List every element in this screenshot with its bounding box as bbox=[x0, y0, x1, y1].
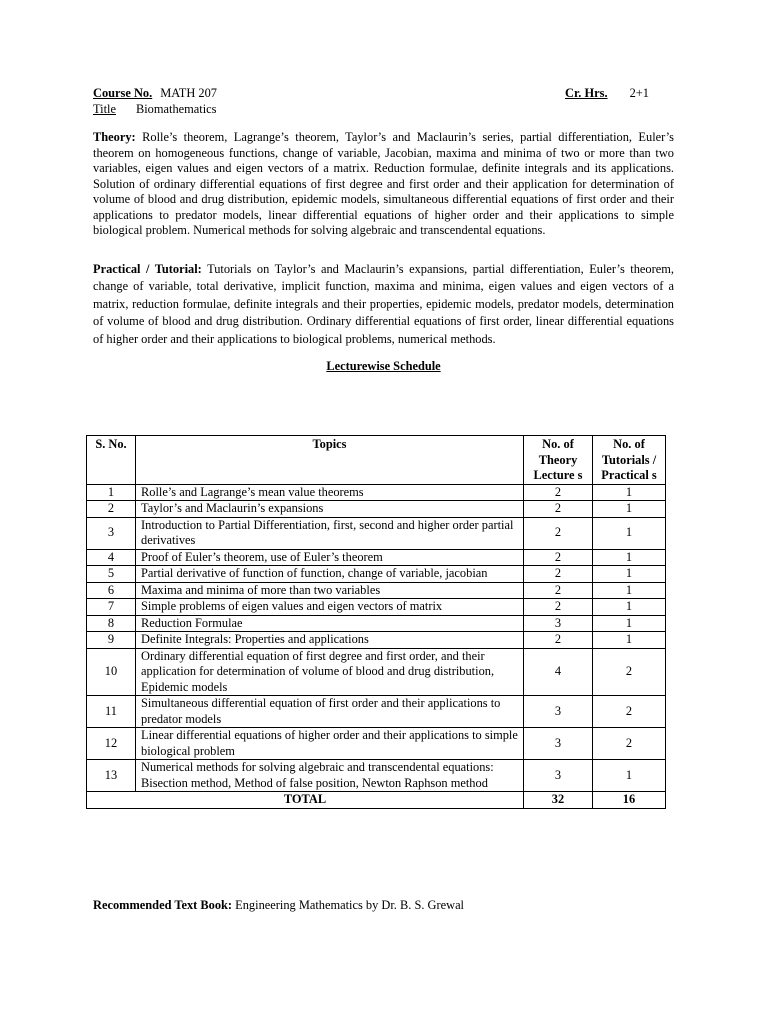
row-topic: Ordinary differential equation of first degree and first order, and their application for determination of volume of blood and drug distribution, Epidemic models bbox=[136, 648, 524, 696]
table-row bbox=[87, 728, 666, 760]
table-row bbox=[87, 760, 666, 792]
table-row bbox=[87, 696, 666, 728]
row-topic: Reduction Formulae bbox=[136, 615, 524, 632]
row-tutorials: 2 bbox=[593, 728, 666, 760]
course-row bbox=[93, 86, 674, 102]
row-topic: Maxima and minima of more than two variables bbox=[136, 582, 524, 599]
row-theory-lectures: 2 bbox=[524, 501, 593, 518]
row-topic: Definite Integrals: Properties and applications bbox=[136, 632, 524, 649]
row-sno: 5 bbox=[87, 566, 136, 583]
row-tutorials: 1 bbox=[593, 582, 666, 599]
row-sno: 13 bbox=[87, 760, 136, 792]
row-tutorials: 1 bbox=[593, 484, 666, 501]
table-row bbox=[87, 501, 666, 518]
row-tutorials: 1 bbox=[593, 760, 666, 792]
table-row bbox=[87, 632, 666, 649]
row-topic: Linear differential equations of higher order and their applications to simple biological problem bbox=[136, 728, 524, 760]
table-row bbox=[87, 615, 666, 632]
practical-paragraph bbox=[93, 261, 674, 349]
row-tutorials: 1 bbox=[593, 615, 666, 632]
row-tutorials: 1 bbox=[593, 501, 666, 518]
credit-hours bbox=[565, 86, 649, 102]
total-tutorials: 16 bbox=[593, 792, 666, 809]
row-sno: 10 bbox=[87, 648, 136, 696]
row-sno: 12 bbox=[87, 728, 136, 760]
header-sno: S. No. bbox=[87, 436, 136, 485]
header-tutorials: No. of Tutorials / Practical s bbox=[593, 436, 666, 485]
row-tutorials: 1 bbox=[593, 566, 666, 583]
row-tutorials: 2 bbox=[593, 648, 666, 696]
row-theory-lectures: 2 bbox=[524, 566, 593, 583]
row-sno: 8 bbox=[87, 615, 136, 632]
cr-hrs-value: 2+1 bbox=[629, 86, 649, 100]
recommended-text-book bbox=[93, 898, 464, 913]
row-theory-lectures: 2 bbox=[524, 582, 593, 599]
course-no-value: MATH 207 bbox=[160, 86, 217, 100]
row-theory-lectures: 4 bbox=[524, 648, 593, 696]
row-theory-lectures: 2 bbox=[524, 599, 593, 616]
total-label: TOTAL bbox=[87, 792, 524, 809]
row-topic: Introduction to Partial Differentiation, first, second and higher order partial derivatives bbox=[136, 517, 524, 549]
row-theory-lectures: 2 bbox=[524, 632, 593, 649]
title-label: Title bbox=[93, 102, 116, 116]
row-tutorials: 1 bbox=[593, 549, 666, 566]
total-theory: 32 bbox=[524, 792, 593, 809]
row-theory-lectures: 3 bbox=[524, 728, 593, 760]
row-tutorials: 1 bbox=[593, 517, 666, 549]
row-topic: Proof of Euler’s theorem, use of Euler’s theorem bbox=[136, 549, 524, 566]
row-theory-lectures: 3 bbox=[524, 760, 593, 792]
course-no-label: Course No. bbox=[93, 86, 153, 100]
theory-label: Theory: bbox=[93, 130, 136, 144]
header-topics: Topics bbox=[136, 436, 524, 485]
row-topic: Simple problems of eigen values and eigen vectors of matrix bbox=[136, 599, 524, 616]
document-body bbox=[93, 86, 674, 382]
row-topic: Taylor’s and Maclaurin’s expansions bbox=[136, 501, 524, 518]
row-tutorials: 1 bbox=[593, 599, 666, 616]
cr-hrs-label: Cr. Hrs. bbox=[565, 86, 608, 100]
table-row bbox=[87, 566, 666, 583]
row-topic: Numerical methods for solving algebraic and transcendental equations: Bisection method, Method of false position, Newton Raphson method bbox=[136, 760, 524, 792]
row-theory-lectures: 2 bbox=[524, 517, 593, 549]
row-tutorials: 2 bbox=[593, 696, 666, 728]
recommended-label: Recommended Text Book: bbox=[93, 898, 233, 912]
row-topic: Simultaneous differential equation of first order and their applications to predator models bbox=[136, 696, 524, 728]
table-row bbox=[87, 549, 666, 566]
table-header-row bbox=[87, 436, 666, 485]
row-topic: Rolle’s and Lagrange’s mean value theorems bbox=[136, 484, 524, 501]
row-tutorials: 1 bbox=[593, 632, 666, 649]
row-sno: 11 bbox=[87, 696, 136, 728]
total-row bbox=[87, 792, 666, 809]
practical-label: Practical / Tutorial: bbox=[93, 261, 202, 276]
row-theory-lectures: 3 bbox=[524, 615, 593, 632]
row-sno: 6 bbox=[87, 582, 136, 599]
row-theory-lectures: 2 bbox=[524, 549, 593, 566]
table-row bbox=[87, 582, 666, 599]
row-theory-lectures: 3 bbox=[524, 696, 593, 728]
table-row bbox=[87, 484, 666, 501]
table-row bbox=[87, 648, 666, 696]
row-sno: 1 bbox=[87, 484, 136, 501]
row-sno: 7 bbox=[87, 599, 136, 616]
recommended-value: Engineering Mathematics by Dr. B. S. Grewal bbox=[235, 898, 465, 912]
schedule-title: Lecturewise Schedule bbox=[326, 359, 441, 374]
schedule-rows bbox=[87, 484, 666, 792]
table-row bbox=[87, 599, 666, 616]
theory-paragraph bbox=[93, 130, 674, 239]
row-sno: 2 bbox=[87, 501, 136, 518]
table-row bbox=[87, 517, 666, 549]
schedule-table bbox=[86, 435, 666, 809]
row-sno: 4 bbox=[87, 549, 136, 566]
title-row bbox=[93, 102, 674, 118]
practical-text: Tutorials on Taylor’s and Maclaurin’s expansions, partial differentiation, Euler’s theorem, change of variable, total derivative, implicit function, maxima and minima, eigen values and eigen vectors of a matrix, reduction formulae, definite integrals and their properties, epidemic models, predator models, determination of volume of blood and drug distribution. Ordinary differential equations of first order, linear differential equations of higher order and their applications to biological problems, numerical methods. bbox=[93, 261, 674, 346]
row-theory-lectures: 2 bbox=[524, 484, 593, 501]
header-theory-lectures: No. of Theory Lecture s bbox=[524, 436, 593, 485]
title-value: Biomathematics bbox=[135, 102, 217, 116]
row-sno: 3 bbox=[87, 517, 136, 549]
row-sno: 9 bbox=[87, 632, 136, 649]
theory-text: Rolle’s theorem, Lagrange’s theorem, Taylor’s and Maclaurin’s series, partial differentiation, Euler’s theorem on homogeneous functions, change of variable, Jacobian, maxima and minima of two or more than two variables, eigen values and eigen vectors of a matrix. Reduction formulae, definite integrals and its applications. Solution of ordinary differential equations of first degree and first order and their application for determination of volume of blood and drug distribution, epidemic models, simultaneous differential equations of first order and their applications to predator models, linear differential equations of higher order and their applications to simple biological problem. Numerical methods for solving algebraic and transcendental equations. bbox=[93, 130, 674, 237]
row-topic: Partial derivative of function of function, change of variable, jacobian bbox=[136, 566, 524, 583]
